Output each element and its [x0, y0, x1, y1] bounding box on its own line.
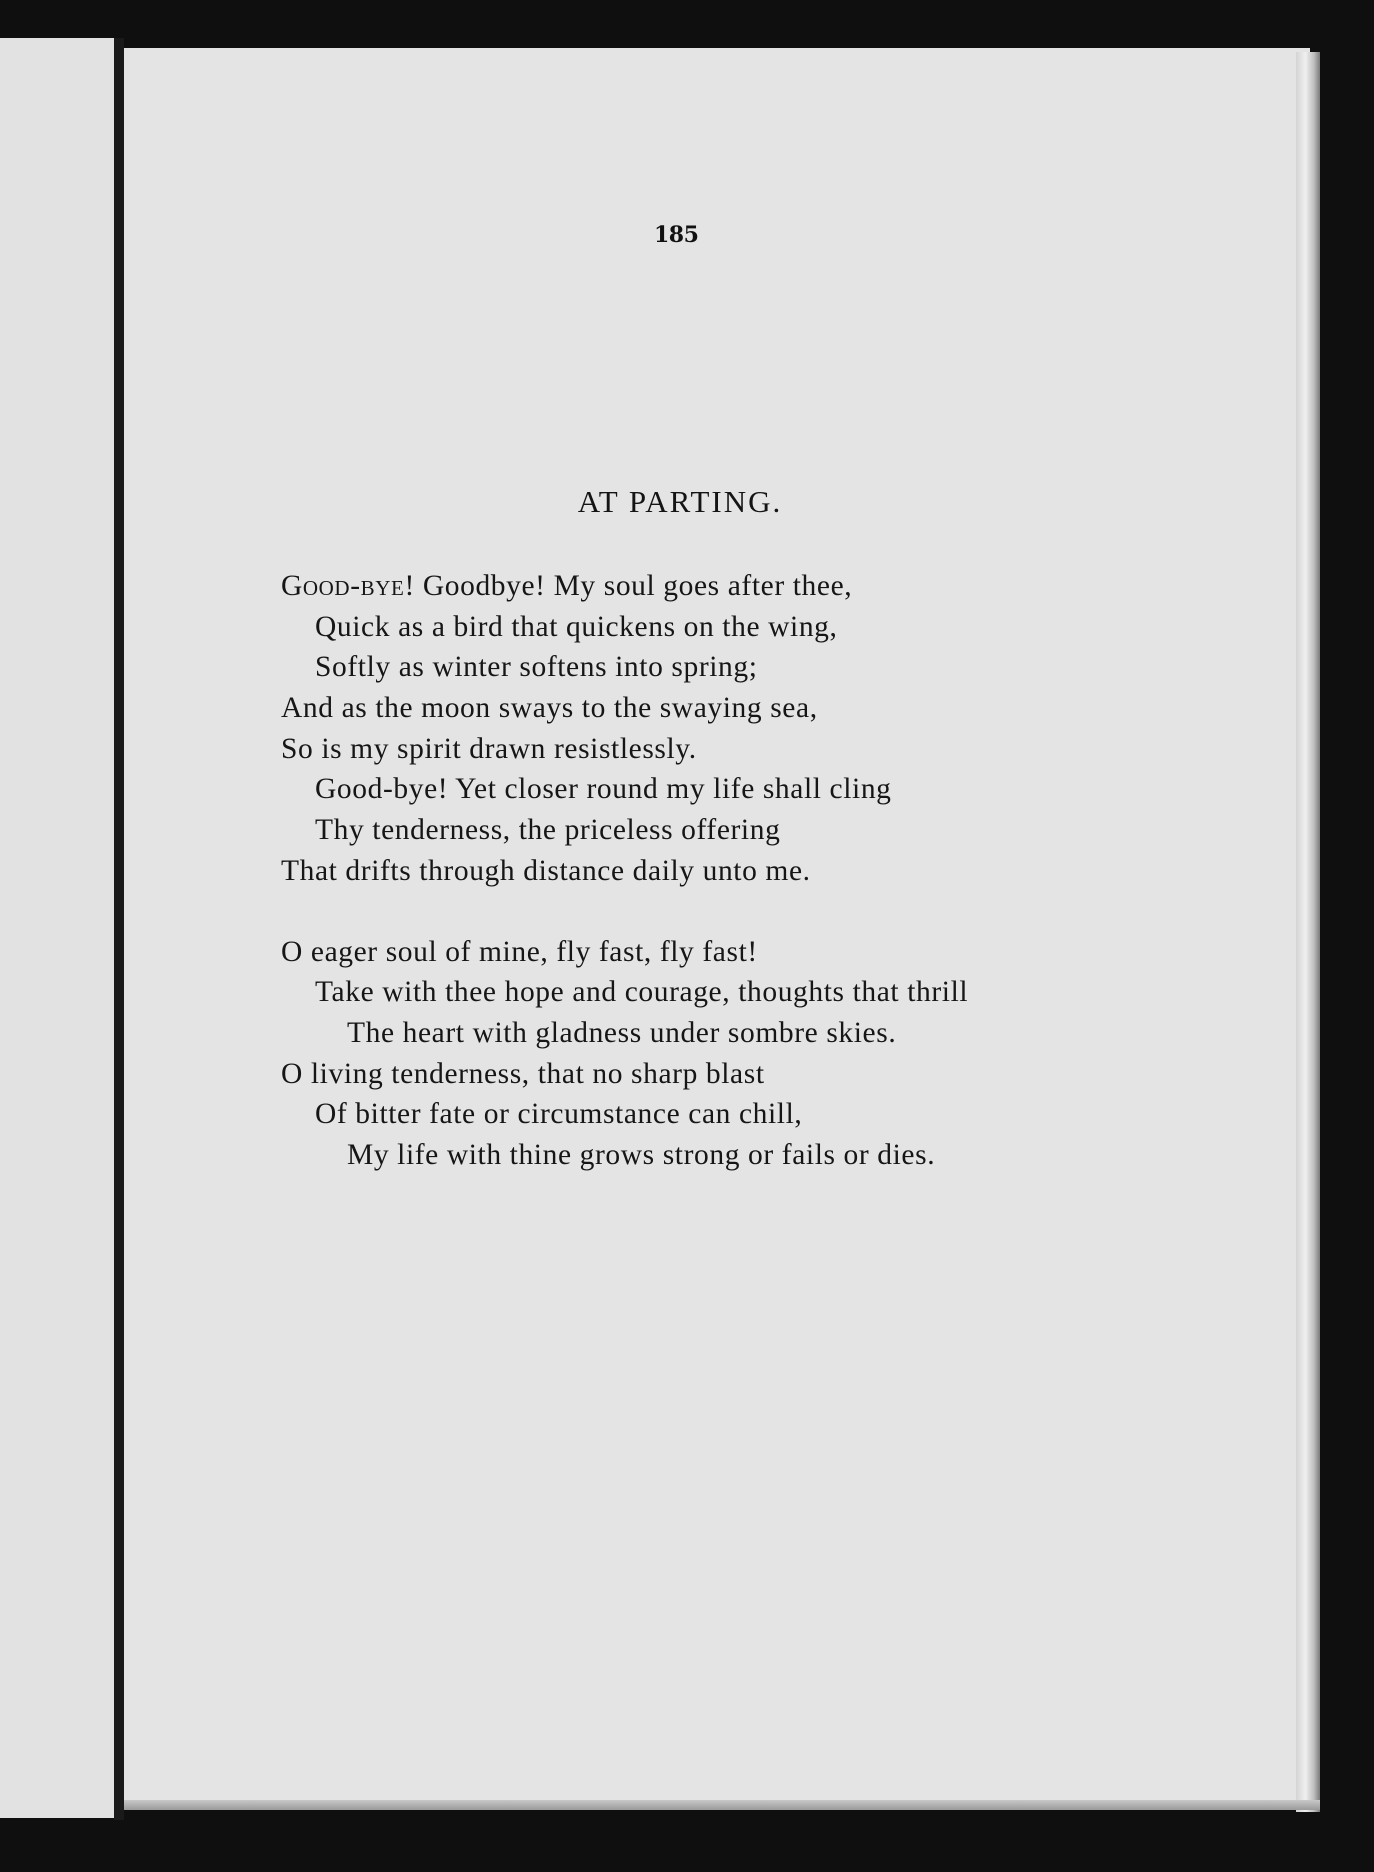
poem-line: Of bitter fate or circumstance can chill, [315, 1098, 803, 1131]
page-number: 185 [654, 222, 699, 248]
poem-line-lead: Good-bye [281, 570, 405, 602]
poem-line: O eager soul of mine, fly fast, fly fast! [281, 935, 758, 968]
page-edge-bottom [124, 1800, 1320, 1810]
stanza [281, 566, 1181, 892]
poem-line: So is my spirit drawn resistlessly. [281, 732, 697, 765]
poem-line: The heart with gladness under sombre skies. [347, 1016, 897, 1049]
page-edge-right [1296, 52, 1320, 1812]
stanza-break [281, 892, 1181, 932]
poem-line: O living tenderness, that no sharp blast [281, 1057, 765, 1090]
poem-title: AT PARTING. [577, 484, 783, 519]
poem-line: Take with thee hope and courage, thoughts that thrill [315, 976, 969, 1009]
poem-line: Softly as winter softens into spring; [315, 651, 758, 684]
poem-line: That drifts through distance daily unto me. [281, 854, 811, 887]
poem-line: And as the moon sways to the swaying sea, [281, 692, 818, 725]
facing-page-edge [0, 38, 118, 1818]
book-gutter [114, 38, 124, 1820]
poem-line: Thy tenderness, the priceless offering [315, 814, 781, 847]
poem-line: Quick as a bird that quickens on the wing, [315, 610, 838, 643]
poem-line [281, 566, 1181, 607]
stanza [281, 932, 1181, 1176]
poem-line: Good-bye! Yet closer round my life shall cling [315, 773, 892, 806]
poem-body [281, 566, 1181, 1176]
poem-line-text: ! Goodbye! My soul goes after thee, [404, 570, 853, 602]
poem-line: My life with thine grows strong or fails or dies. [347, 1138, 936, 1171]
